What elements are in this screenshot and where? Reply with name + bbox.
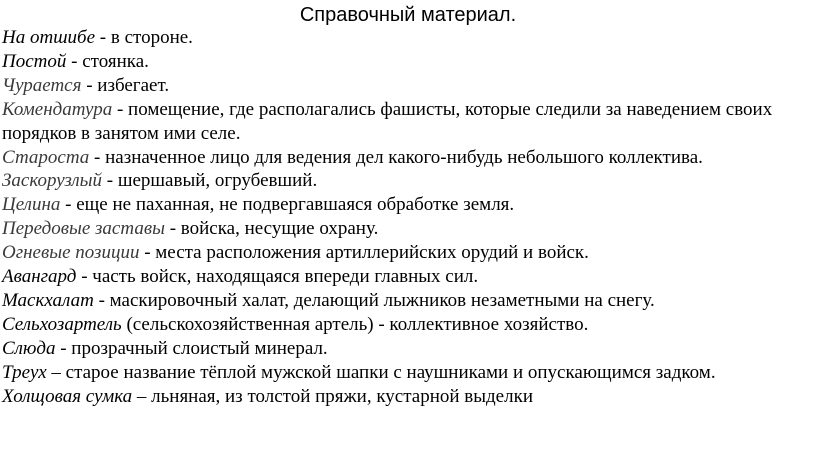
entry-definition: - маскировочный халат, делающий лыжников незаметными на снегу. <box>93 289 655 311</box>
glossary-entry <box>2 361 814 385</box>
entry-term: Авангард <box>2 266 77 288</box>
glossary-entry <box>2 74 814 98</box>
entry-definition: - избегает. <box>81 74 170 96</box>
entry-term: Постой <box>2 50 67 72</box>
glossary-entry <box>2 50 814 74</box>
entry-term: Холщовая сумка <box>2 385 133 407</box>
entry-definition: - стоянка. <box>66 50 149 72</box>
entry-term: Заскорузлый <box>2 170 103 192</box>
glossary-entry <box>2 98 814 146</box>
entry-definition: - войска, несущие охрану. <box>164 218 379 240</box>
entry-definition: - шершавый, огрубевший. <box>102 170 318 192</box>
entry-definition: - назначенное лицо для ведения дел какого-нибудь небольшого коллектива. <box>89 146 703 168</box>
glossary-entry <box>2 313 814 337</box>
glossary-entry <box>2 146 814 170</box>
glossary-entry <box>2 265 814 289</box>
entry-definition: - в стороне. <box>95 27 193 48</box>
glossary-entry <box>2 193 814 217</box>
glossary-entry <box>2 26 814 50</box>
entry-term: Треух <box>2 361 47 383</box>
page-title: Справочный материал. <box>299 4 517 26</box>
glossary-entry <box>2 289 814 313</box>
entry-term: Передовые заставы <box>2 218 165 240</box>
entry-term: Целина <box>2 194 61 216</box>
entry-definition: - часть войск, находящаяся впереди главных сил. <box>76 266 479 288</box>
glossary-entry <box>2 217 814 241</box>
entry-definition: – льняная, из толстой пряжи, кустарной выделки <box>132 385 533 407</box>
glossary-entry <box>2 241 814 265</box>
entry-term: Слюда <box>2 337 56 359</box>
glossary-list <box>2 26 814 409</box>
glossary-entry <box>2 337 814 361</box>
entry-definition: - прозрачный слоистый минерал. <box>55 337 328 359</box>
entry-definition: (сельскохозяйственная артель) - коллективное хозяйство. <box>121 313 589 335</box>
entry-term: Чурается <box>2 74 82 96</box>
glossary-entry <box>2 385 814 409</box>
entry-definition: - помещение, где располагались фашисты, которые следили за наведением своих порядков в занятом ими селе. <box>2 98 773 144</box>
entry-definition: - еще не паханная, не подвергавшаяся обработке земля. <box>60 194 515 216</box>
glossary-entry <box>2 169 814 193</box>
entry-term: Комендатура <box>2 98 113 120</box>
entry-term: Староста <box>2 146 90 168</box>
entry-term: Сельхозартель <box>2 313 122 335</box>
entry-definition: – старое название тёплой мужской шапки с наушниками и опускающимся задком. <box>46 361 716 383</box>
entry-definition: - места расположения артиллерийских орудий и войск. <box>139 242 589 264</box>
entry-term: Огневые позиции <box>2 242 140 264</box>
entry-term: Маскхалат <box>2 289 94 311</box>
entry-term: На отшибе <box>2 27 96 48</box>
